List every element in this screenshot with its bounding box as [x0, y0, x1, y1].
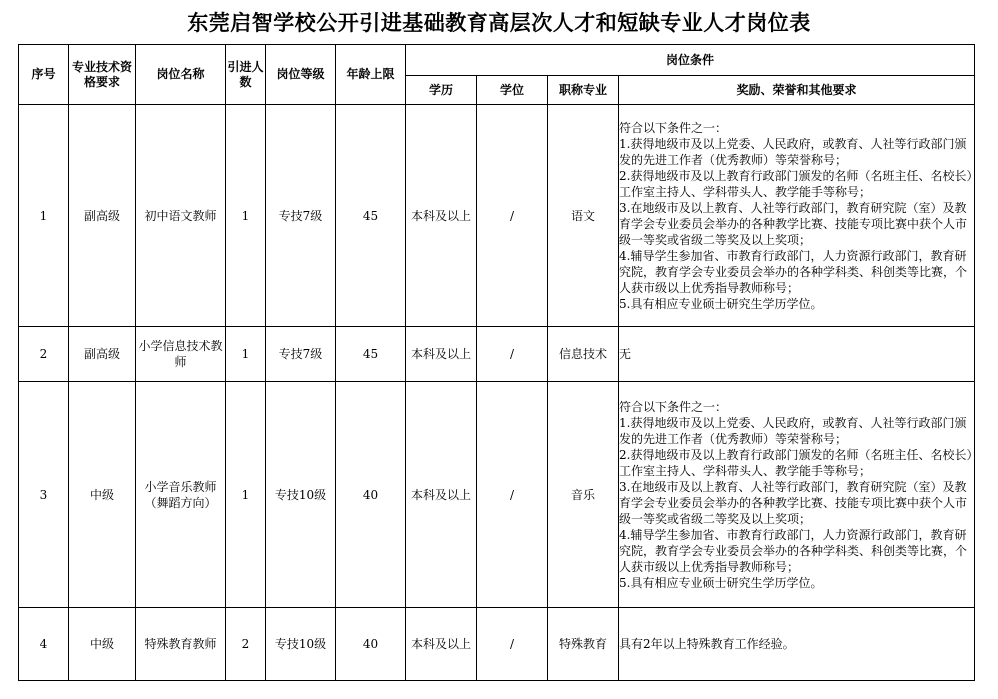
requirement-line: 4.辅导学生参加省、市教育行政部门，人力资源行政部门，教育研究院，教育学会专业委员会举办的各种学科类、科创类等比赛，个人获市级以上优秀指导教师称号； — [619, 527, 968, 574]
table-row — [19, 327, 975, 382]
cell-title-major: 特殊教育 — [548, 608, 619, 681]
cell-education: 本科及以上 — [406, 105, 477, 327]
header-age-limit: 年龄上限 — [336, 45, 406, 105]
cell-position-name: 小学音乐教师（舞蹈方向） — [136, 382, 226, 608]
cell-grade: 专技7级 — [266, 105, 336, 327]
cell-headcount: 2 — [226, 608, 266, 681]
cell-age-limit: 40 — [336, 382, 406, 608]
cell-education: 本科及以上 — [406, 382, 477, 608]
cell-headcount: 1 — [226, 105, 266, 327]
positions-table — [18, 44, 975, 681]
requirement-line: 5.具有相应专业硕士研究生学历学位。 — [619, 575, 823, 590]
requirement-line: 2.获得地级市及以上教育行政部门颁发的名师（名班主任、名校长）工作室主持人、学科带头人、教学能手等称号； — [619, 168, 973, 199]
requirement-line: 5.具有相应专业硕士研究生学历学位。 — [619, 296, 823, 311]
cell-requirements — [619, 105, 975, 327]
requirement-line: 1.获得地级市及以上党委、人民政府，或教育、人社等行政部门颁发的先进工作者（优秀教师）等荣誉称号； — [619, 136, 967, 167]
header-education: 学历 — [406, 76, 477, 105]
cell-degree: / — [477, 105, 548, 327]
cell-position-name: 初中语文教师 — [136, 105, 226, 327]
table-body — [19, 105, 975, 681]
requirement-line: 具有2年以上特殊教育工作经验。 — [619, 637, 795, 651]
requirement-line: 无 — [619, 347, 632, 361]
requirement-line: 符合以下条件之一： — [619, 399, 728, 414]
requirement-line: 符合以下条件之一： — [619, 120, 728, 135]
cell-requirements — [619, 608, 975, 681]
cell-title-major: 语文 — [548, 105, 619, 327]
header-qualification: 专业技术资格要求 — [69, 45, 136, 105]
cell-requirements — [619, 327, 975, 382]
cell-position-name: 特殊教育教师 — [136, 608, 226, 681]
table-header — [19, 45, 975, 105]
cell-seq: 1 — [19, 105, 69, 327]
cell-requirements — [619, 382, 975, 608]
requirement-line: 3.在地级市及以上教育、人社等行政部门，教育研究院（室）及教育学会专业委员会举办的各种教学比赛、技能专项比赛中获个人市级一等奖或省级二等奖及以上奖项； — [619, 200, 968, 247]
cell-headcount: 1 — [226, 327, 266, 382]
header-grade: 岗位等级 — [266, 45, 336, 105]
table-row — [19, 382, 975, 608]
cell-grade: 专技7级 — [266, 327, 336, 382]
header-headcount: 引进人数 — [226, 45, 266, 105]
cell-seq: 3 — [19, 382, 69, 608]
cell-education: 本科及以上 — [406, 327, 477, 382]
table-row — [19, 608, 975, 681]
cell-age-limit: 40 — [336, 608, 406, 681]
requirement-line: 2.获得地级市及以上教育行政部门颁发的名师（名班主任、名校长）工作室主持人、学科带头人、教学能手等称号； — [619, 447, 973, 478]
header-conditions-group: 岗位条件 — [406, 45, 975, 76]
requirement-line: 1.获得地级市及以上党委、人民政府，或教育、人社等行政部门颁发的先进工作者（优秀教师）等荣誉称号； — [619, 415, 967, 446]
cell-education: 本科及以上 — [406, 608, 477, 681]
cell-qualification: 副高级 — [69, 105, 136, 327]
cell-qualification: 中级 — [69, 608, 136, 681]
cell-grade: 专技10级 — [266, 382, 336, 608]
cell-qualification: 中级 — [69, 382, 136, 608]
table-row — [19, 105, 975, 327]
cell-age-limit: 45 — [336, 105, 406, 327]
cell-headcount: 1 — [226, 382, 266, 608]
header-other: 奖励、荣誉和其他要求 — [619, 76, 975, 105]
cell-position-name: 小学信息技术教师 — [136, 327, 226, 382]
header-title-major: 职称专业 — [548, 76, 619, 105]
cell-age-limit: 45 — [336, 327, 406, 382]
cell-title-major: 信息技术 — [548, 327, 619, 382]
cell-degree: / — [477, 608, 548, 681]
cell-title-major: 音乐 — [548, 382, 619, 608]
cell-seq: 2 — [19, 327, 69, 382]
cell-seq: 4 — [19, 608, 69, 681]
page-title: 东莞启智学校公开引进基础教育高层次人才和短缺专业人才岗位表 — [187, 10, 811, 35]
requirement-line: 3.在地级市及以上教育、人社等行政部门，教育研究院（室）及教育学会专业委员会举办的各种教学比赛、技能专项比赛中获个人市级一等奖或省级二等奖及以上奖项； — [619, 479, 968, 526]
header-seq: 序号 — [19, 45, 69, 105]
cell-qualification: 副高级 — [69, 327, 136, 382]
header-position-name: 岗位名称 — [136, 45, 226, 105]
cell-degree: / — [477, 327, 548, 382]
cell-degree: / — [477, 382, 548, 608]
header-degree: 学位 — [477, 76, 548, 105]
requirement-line: 4.辅导学生参加省、市教育行政部门，人力资源行政部门，教育研究院，教育学会专业委员会举办的各种学科类、科创类等比赛，个人获市级以上优秀指导教师称号； — [619, 248, 968, 295]
cell-grade: 专技10级 — [266, 608, 336, 681]
